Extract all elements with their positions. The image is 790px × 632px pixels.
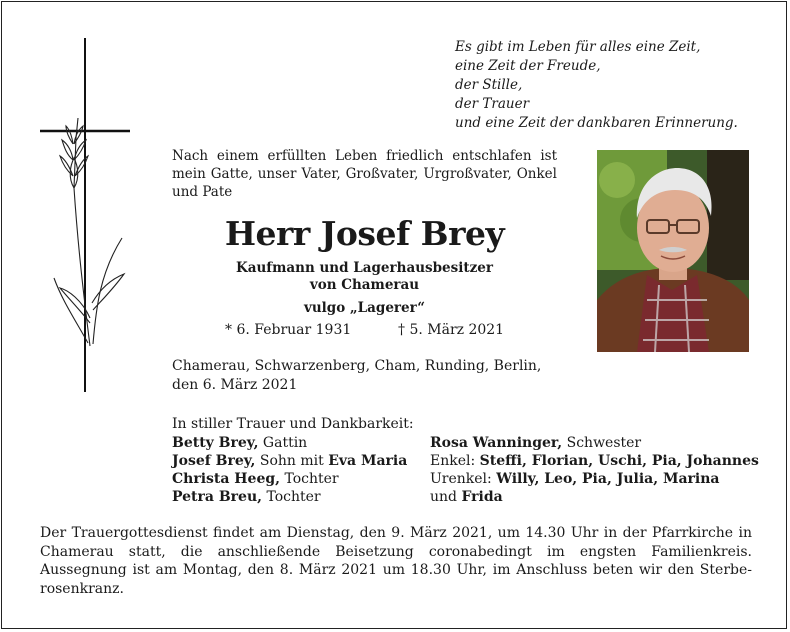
birth-date: * 6. Februar 1931 xyxy=(225,322,352,338)
occupation-line-1: Kaufmann und Lagerhausbesitzer xyxy=(236,260,493,276)
mourner-name: Betty Brey, xyxy=(172,435,259,451)
mourners-right xyxy=(430,434,759,506)
mourner-row xyxy=(172,488,407,506)
mourner-row xyxy=(172,452,407,470)
mourner-relation: Sohn mit xyxy=(255,453,329,469)
cross-with-wheat-icon xyxy=(38,38,133,394)
great-grandchildren-names: Willy, Leo, Pia, Julia, Marina xyxy=(496,471,720,487)
places-date xyxy=(172,357,541,395)
intro-text: Nach einem erfüllten Leben friedlich entschlafen ist mein Gatte, unser Vater, Großvater, Urgroßvater, Onkel und Pate xyxy=(172,148,557,200)
poem-block xyxy=(455,38,738,133)
occupation-line-2: von Chamerau xyxy=(309,277,420,293)
mourner-name: Josef Brey, xyxy=(172,453,256,469)
mourners-left xyxy=(172,434,407,506)
places-line: Chamerau, Schwarzenberg, Cham, Runding, Berlin, xyxy=(172,358,542,374)
mourner-name: Rosa Wanninger, xyxy=(430,435,563,451)
portrait-photo xyxy=(597,150,749,352)
great-grandchildren-label: Urenkel: xyxy=(430,471,497,487)
mourner-relation: Gattin xyxy=(258,435,308,451)
mourner-relation: Schwester xyxy=(562,435,642,451)
great-grandchildren-row xyxy=(430,470,759,488)
mourner-spouse: Eva Maria xyxy=(328,453,408,469)
deceased-name: Herr Josef Brey xyxy=(224,214,505,253)
death-date: † 5. März 2021 xyxy=(398,322,505,338)
mourner-relation: Tochter xyxy=(262,489,321,505)
last-prefix: und xyxy=(430,489,462,505)
mourner-relation: Tochter xyxy=(280,471,339,487)
grandchildren-row xyxy=(430,452,759,470)
poem-line: Es gibt im Leben für alles eine Zeit, xyxy=(455,39,701,55)
mourner-row xyxy=(172,434,407,452)
poem-line: und eine Zeit der dankbaren Erinnerung. xyxy=(455,115,738,131)
mourner-row xyxy=(430,434,759,452)
funeral-service-text: Der Trauergottesdienst findet am Dienstag, den 9. März 2021, um 14.30 Uhr in der Pfarrkirche in Chamerau statt, die anschließende Beisetzung coronabedingt im engsten Familienkreis. Aussegnung ist am Montag, den 8. März 2021 um 18.30 Uhr, im Anschluss beten wir den Sterberosenkranz. xyxy=(40,525,752,597)
poem-line: der Stille, xyxy=(455,77,523,93)
grandchildren-names: Steffi, Florian, Uschi, Pia, Johannes xyxy=(479,453,759,469)
mourner-name: Christa Heeg, xyxy=(172,471,281,487)
last-name: Frida xyxy=(461,489,503,505)
poem-line: der Trauer xyxy=(455,96,530,112)
mourner-row xyxy=(172,470,407,488)
last-great-grandchild-row xyxy=(430,488,759,506)
mourner-name: Petra Breu, xyxy=(172,489,263,505)
date-line: den 6. März 2021 xyxy=(172,377,298,393)
nickname: vulgo „Lagerer“ xyxy=(303,300,426,316)
poem-line: eine Zeit der Freude, xyxy=(455,58,601,74)
mourning-intro: In stiller Trauer und Dankbarkeit: xyxy=(172,416,414,432)
grandchildren-label: Enkel: xyxy=(430,453,480,469)
